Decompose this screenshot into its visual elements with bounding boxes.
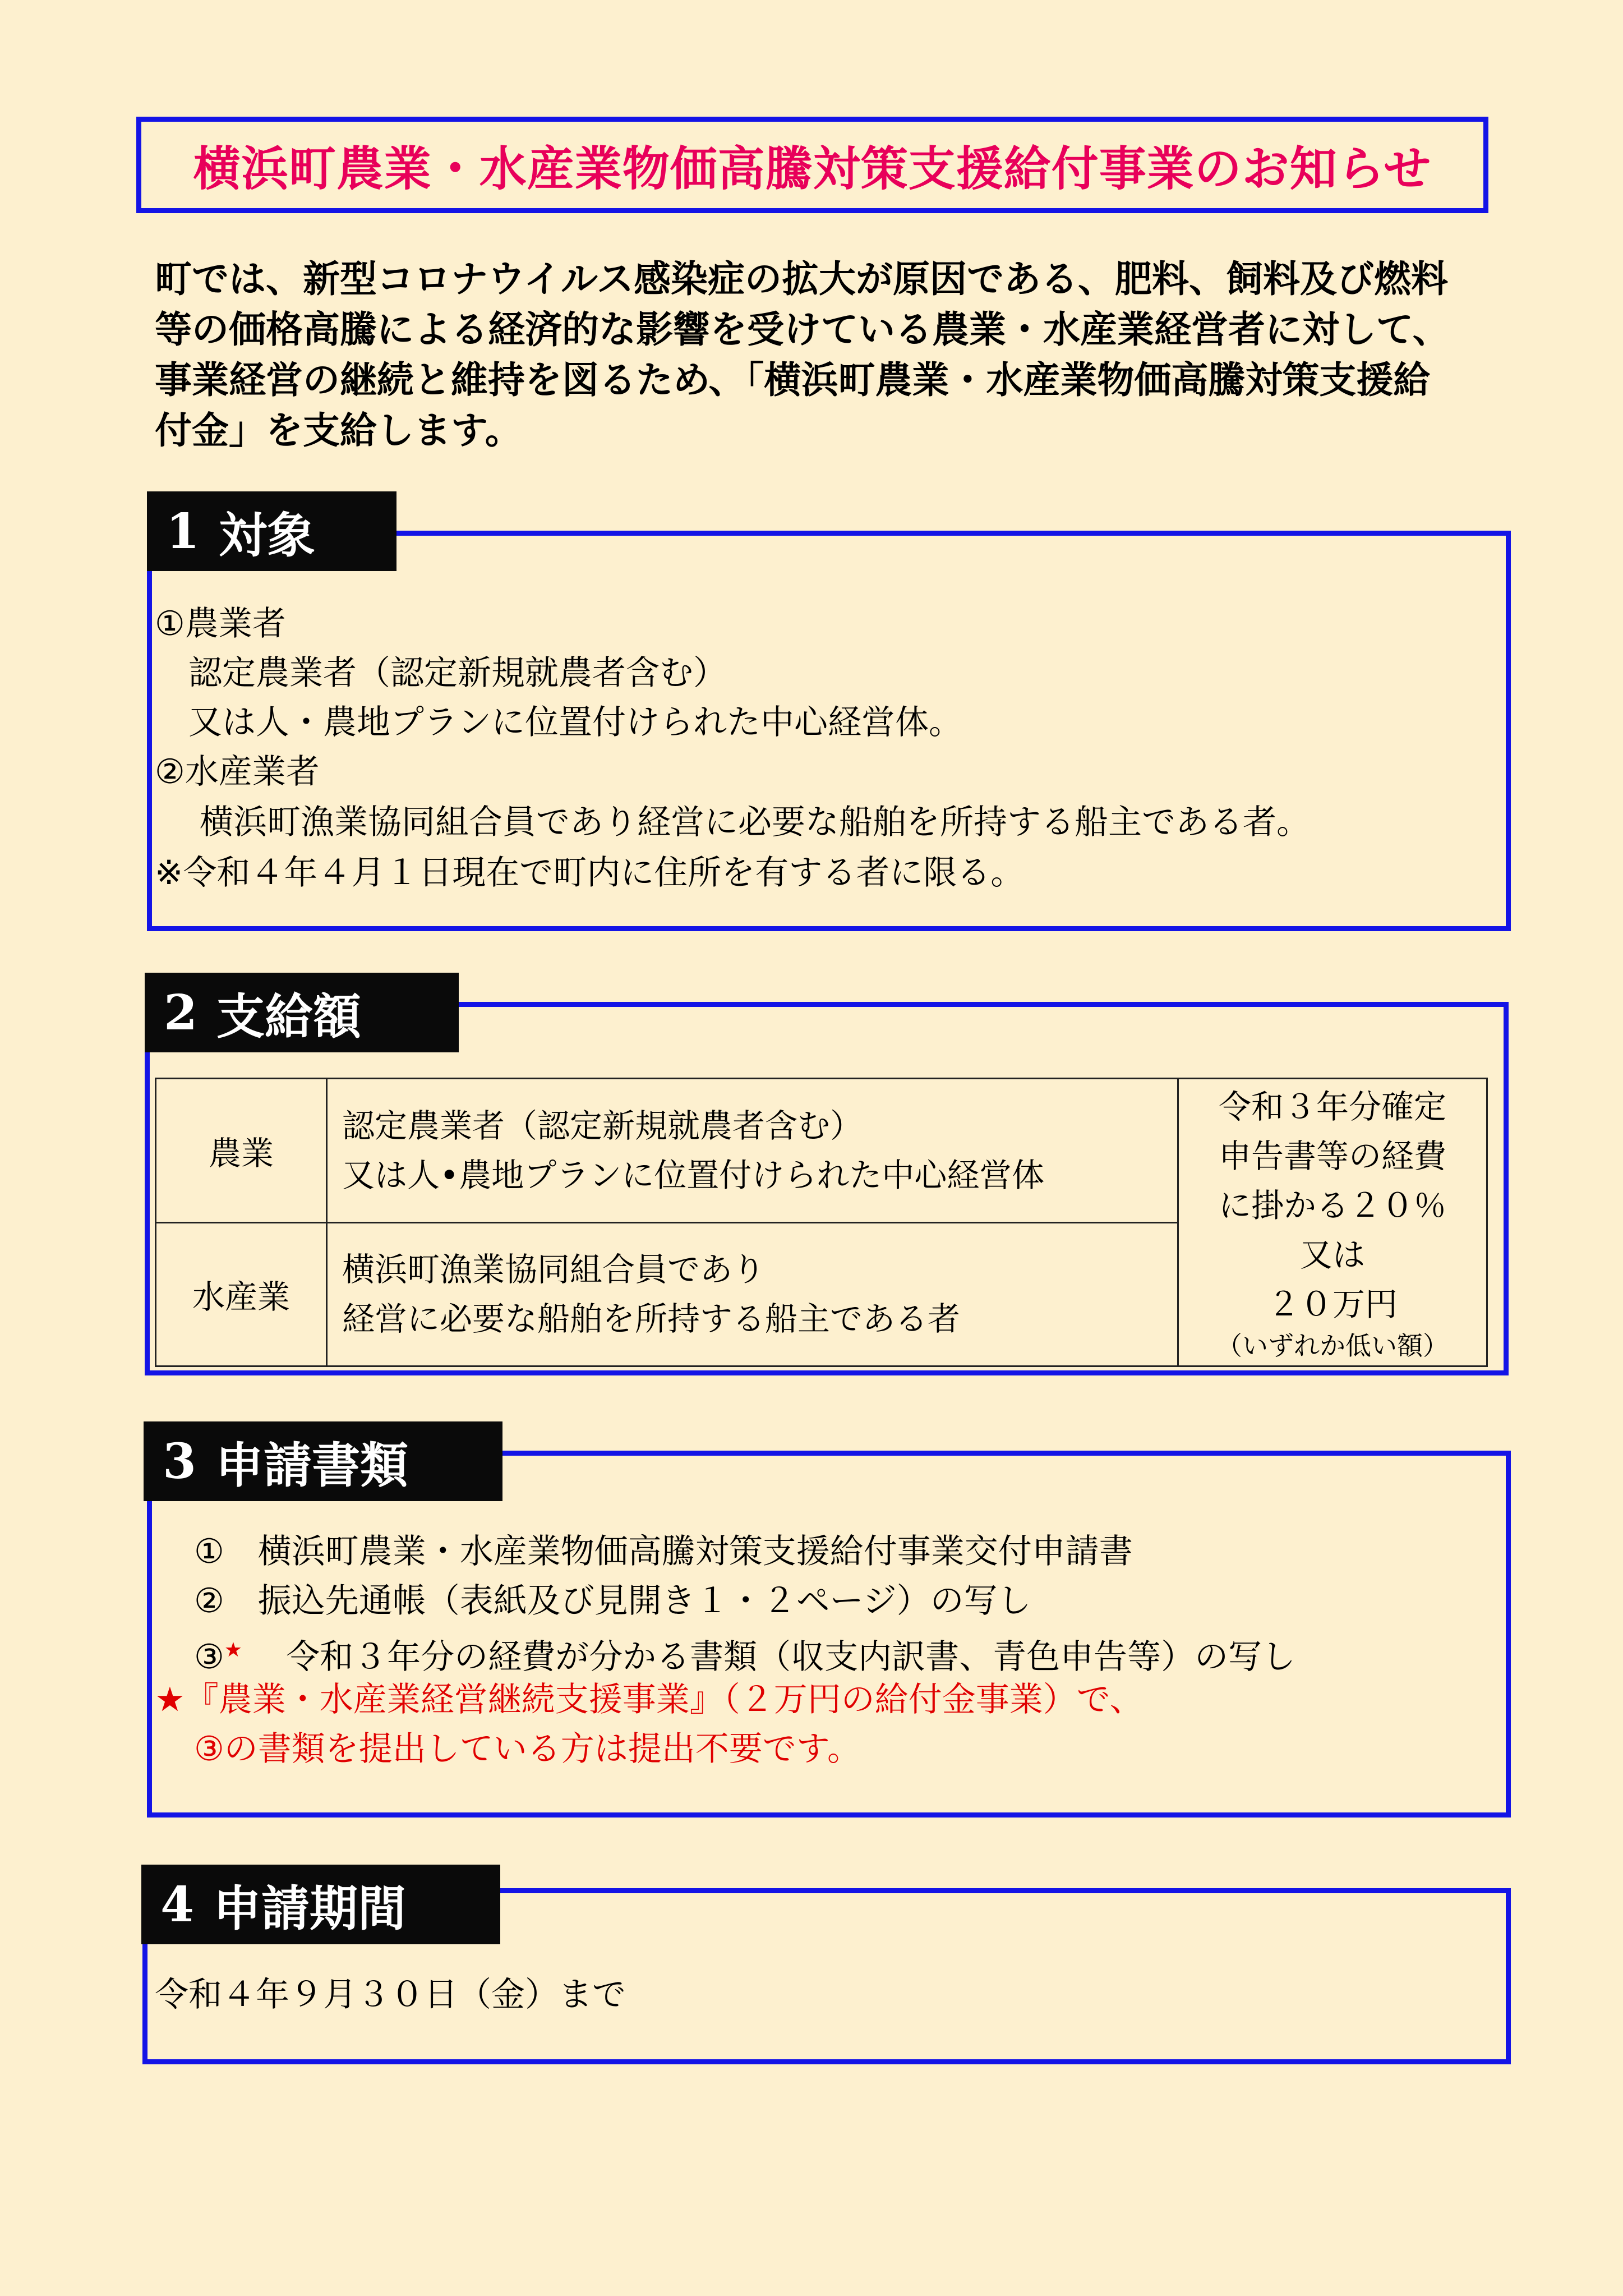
section1-line: ①農業者 xyxy=(155,604,286,643)
detail-line: 認定農業者（認定新規就農者含む） xyxy=(342,1106,863,1145)
document-item xyxy=(194,1577,1031,1625)
detail-cell xyxy=(327,1222,1178,1366)
intro-paragraph xyxy=(155,254,1484,455)
section1-title: 対象 xyxy=(219,507,315,564)
amount-line: に掛かる２０％ xyxy=(1218,1186,1446,1225)
section2-heading xyxy=(145,973,459,1052)
section4-number: 4 xyxy=(160,1876,194,1933)
amount-line: 又は xyxy=(1299,1236,1365,1274)
amount-line: 令和３年分確定 xyxy=(1218,1088,1446,1126)
detail-line: 横浜町漁業協同組合員であり xyxy=(342,1250,766,1289)
section4-title: 申請期間 xyxy=(213,1880,406,1937)
exemption-note-line2: ③の書類を提出している方は提出不要です。 xyxy=(194,1729,861,1769)
page-title: 横浜町農業・水産業物価高騰対策支援給付事業のお知らせ xyxy=(193,140,1432,196)
section1-line: ②水産業者 xyxy=(155,752,320,792)
amount-note: （いずれか低い額） xyxy=(1216,1331,1449,1361)
section3-title: 申請書類 xyxy=(215,1437,408,1494)
section3-heading xyxy=(144,1421,502,1501)
document-item xyxy=(194,1528,1133,1575)
section1-line: 認定農業者（認定新規就農者含む） xyxy=(155,654,727,693)
intro-line: 付金」を支給します。 xyxy=(155,408,522,452)
item-text: 振込先通帳（表紙及び見開き１・２ページ）の写し xyxy=(257,1581,1031,1621)
category-cell: 水産業 xyxy=(156,1222,327,1366)
exemption-note-text: 『農業・水産業経営継続支援事業』（２万円の給付金事業）で、 xyxy=(185,1680,1144,1719)
item-text: 横浜町農業・水産業物価高騰対策支援給付事業交付申請書 xyxy=(257,1532,1133,1571)
section1-number: 1 xyxy=(166,503,200,560)
detail-cell xyxy=(327,1079,1178,1223)
amount-line: ２０万円 xyxy=(1267,1285,1398,1323)
section2-number: 2 xyxy=(164,984,197,1041)
intro-line: 町では、新型コロナウイルス感染症の拡大が原因である、肥料、飼料及び燃料 xyxy=(155,257,1449,301)
document-item xyxy=(194,1627,1295,1681)
item-marker: ① xyxy=(194,1532,224,1571)
table-row xyxy=(156,1079,1487,1223)
intro-line: 事業経営の継続と維持を図るため、「横浜町農業・水産業物価高騰対策支援給 xyxy=(155,358,1431,402)
item-text: 令和３年分の経費が分かる書類（収支内訳書、青色申告等）の写し xyxy=(286,1637,1296,1677)
star-icon: ★ xyxy=(224,1639,243,1662)
section1-line: 横浜町漁業協同組合員であり経営に必要な船舶を所持する船主である者。 xyxy=(166,803,1310,842)
section3-number: 3 xyxy=(163,1433,196,1490)
item-marker: ② xyxy=(194,1581,224,1621)
amount-cell xyxy=(1178,1079,1487,1366)
item-marker: ③ xyxy=(194,1637,224,1677)
section1-line: ※令和４年４月１日現在で町内に住所を有する者に限る。 xyxy=(155,853,1025,892)
star-icon: ★ xyxy=(155,1680,185,1719)
section2-title: 支給額 xyxy=(216,988,361,1045)
amount-line: 申告書等の経費 xyxy=(1218,1137,1446,1175)
section1-line: 又は人・農地プランに位置付けられた中心経営体。 xyxy=(155,703,962,742)
intro-line: 等の価格高騰による経済的な影響を受けている農業・水産業経営者に対して、 xyxy=(155,307,1450,351)
amount-table xyxy=(155,1078,1488,1367)
detail-line: 又は人•農地プランに位置付けられた中心経営体 xyxy=(342,1156,1045,1194)
exemption-note xyxy=(155,1676,1144,1723)
application-period: 令和４年９月３０日（金）まで xyxy=(155,1975,626,2014)
section4-heading xyxy=(141,1865,500,1944)
title-frame xyxy=(136,117,1488,213)
category-cell: 農業 xyxy=(156,1079,327,1223)
section1-heading xyxy=(147,491,396,571)
detail-line: 経営に必要な船舶を所持する船主である者 xyxy=(342,1300,961,1338)
